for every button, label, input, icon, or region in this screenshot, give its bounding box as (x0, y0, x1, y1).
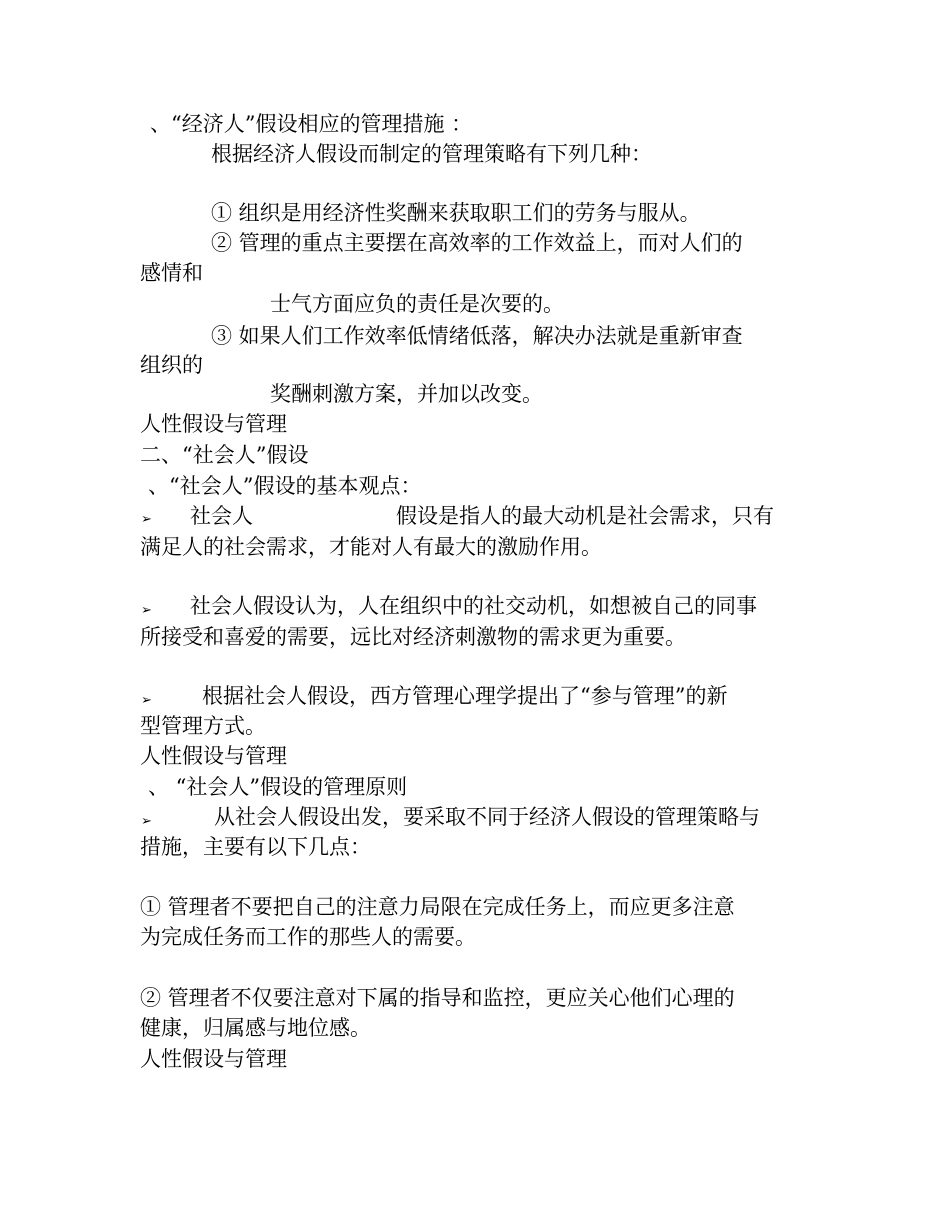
section3-point-2-line-1: ② 管理者不仅要注意对下属的指导和监控，更应关心他们心理的 (140, 986, 735, 1010)
section1-item-3-line-2: 组织的 (140, 353, 203, 377)
bullet-arrow-icon: ➢ (141, 512, 152, 527)
section1-item-2-line-3: 士气方面应负的责任是次要的。 (270, 292, 564, 316)
section2-bullet-3-line-2: 型管理方式。 (140, 714, 266, 738)
section2-bullet-1-word: 社会人 (190, 504, 253, 528)
section3-point-2-line-2: 健康，归属感与地位感。 (140, 1016, 371, 1040)
page-footer-title: 人性假设与管理 (140, 744, 287, 768)
section2-bullet-2-line-1: 社会人假设认为，人在组织中的社交动机，如想被自己的同事 (190, 594, 757, 618)
section1-item-3-line-3: 奖酬刺激方案，并加以改变。 (270, 382, 543, 406)
section3-point-1-line-1: ① 管理者不要把自己的注意力局限在完成任务上，而应更多注意 (140, 895, 735, 919)
section1-heading: 、“经济人”假设相应的管理措施 ： (150, 112, 473, 136)
page-footer-title: 人性假设与管理 (140, 412, 287, 436)
bullet-arrow-icon: ➢ (141, 814, 152, 829)
section2-bullet-1-line-2: 满足人的社会需求，才能对人有最大的激励作用。 (140, 535, 602, 559)
section1-item-1: ① 组织是用经济性奖酬来获取职工们的劳务与服从。 (211, 201, 701, 225)
section2-title: 二、“社会人”假设 (140, 443, 309, 467)
page-footer-title: 人性假设与管理 (140, 1047, 287, 1071)
section1-item-2-line-2: 感情和 (140, 261, 203, 285)
section1-intro: 根据经济人假设而制定的管理策略有下列几种： (211, 142, 652, 166)
section2-bullet-2-line-2: 所接受和喜爱的需要，远比对经济刺激物的需求更为重要。 (140, 625, 686, 649)
section1-item-2-line-1: ② 管理的重点主要摆在高效率的工作效益上，而对人们的 (211, 231, 743, 255)
section1-item-3-line-1: ③ 如果人们工作效率低情绪低落，解决办法就是重新审查 (211, 324, 743, 348)
bullet-arrow-icon: ➢ (141, 693, 152, 708)
section2-bullet-1-text: 假设是指人的最大动机是社会需求，只有 (396, 504, 774, 528)
section3-subtitle: 、 “社会人”假设的管理原则 (148, 775, 408, 799)
section3-point-1-line-2: 为完成任务而工作的那些人的需要。 (140, 925, 476, 949)
section3-bullet-1-line-1: 从社会人假设出发，要采取不同于经济人假设的管理策略与 (214, 805, 760, 829)
section2-bullet-3-line-1: 根据社会人假设，西方管理心理学提出了“参与管理”的新 (202, 684, 728, 708)
section2-subtitle: 、“社会人”假设的基本观点： (148, 474, 422, 498)
section3-bullet-1-line-2: 措施，主要有以下几点： (140, 835, 371, 859)
bullet-arrow-icon: ➢ (141, 603, 152, 618)
